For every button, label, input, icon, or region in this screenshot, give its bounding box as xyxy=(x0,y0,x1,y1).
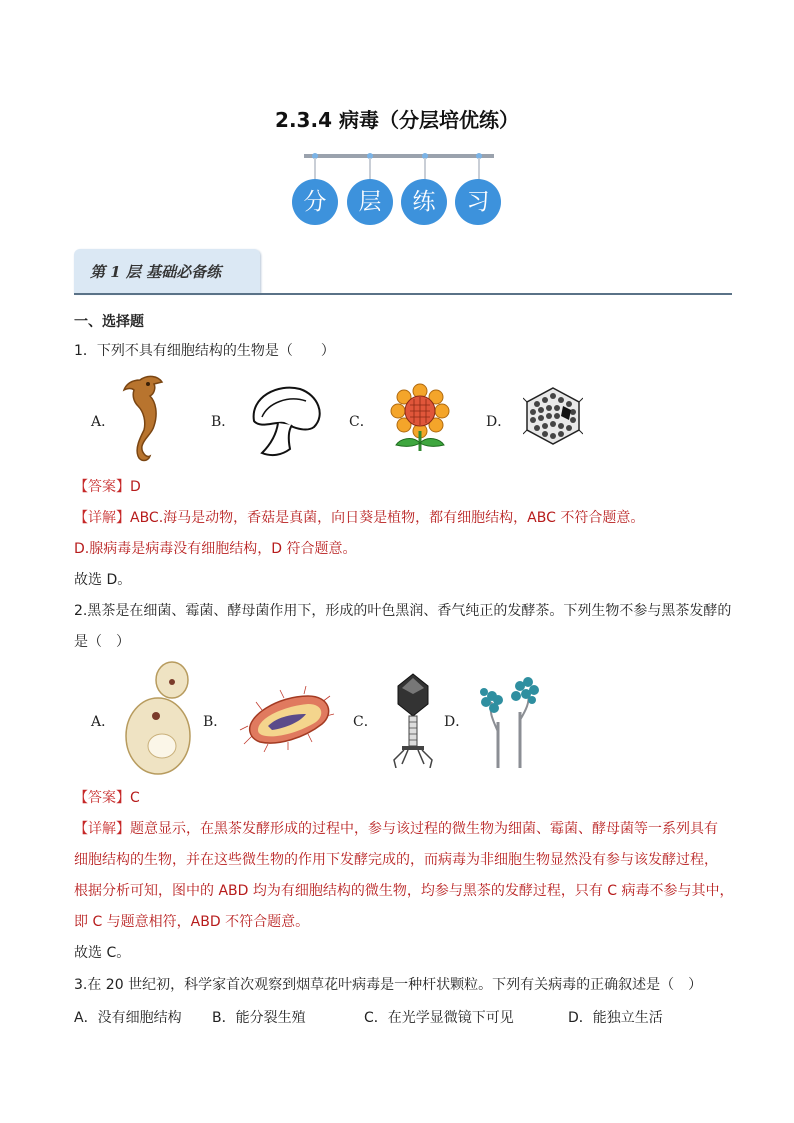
badge-char: 分 xyxy=(292,179,338,225)
mushroom-icon xyxy=(248,381,324,459)
decor-stem xyxy=(369,158,371,180)
mold-icon xyxy=(472,672,546,768)
answer-tag: 【答案】 xyxy=(74,790,130,806)
q1-detail-line: D.腺病毒是病毒没有细胞结构，D 符合题意。 xyxy=(74,541,357,557)
q2-stem-line: 2.黑茶是在细菌、霉菌、酵母菌作用下，形成的叶色黑润、香气纯正的发酵茶。下列生物不参与黑茶发酵的 xyxy=(74,603,732,619)
q1-option-c: C． xyxy=(349,414,374,430)
decor-bar xyxy=(304,154,494,158)
q2-detail-line: 细胞结构的生物，并在这些微生物的作用下发酵完成的，而病毒为非细胞生物显然没有参与该发酵过程， xyxy=(74,852,718,868)
q2-detail-line: 即 C 与题意相符，ABD 不符合题意。 xyxy=(74,914,310,930)
q3-option-c: C．在光学显微镜下可见 xyxy=(364,1010,514,1026)
q2-option-c: C． xyxy=(353,714,378,730)
q3-option-a: A．没有细胞结构 xyxy=(74,1010,182,1026)
badge-char: 练 xyxy=(401,179,447,225)
q3-option-d: D．能独立生活 xyxy=(568,1010,663,1026)
q2-option-d: D． xyxy=(444,714,470,730)
q1-option-b: B． xyxy=(211,414,236,430)
badge-char: 层 xyxy=(347,179,393,225)
sunflower-icon xyxy=(388,383,452,453)
q1-conclusion: 故选 D。 xyxy=(74,572,132,588)
badge-char: 习 xyxy=(455,179,501,225)
q1-detail-line xyxy=(74,508,644,528)
section-tab xyxy=(74,249,260,293)
q2-answer xyxy=(74,788,140,808)
q2-stem-line: 是（ ） xyxy=(74,634,130,650)
answer-value: D xyxy=(130,479,141,495)
bacterium-icon xyxy=(238,686,338,752)
detail-text: ABC.海马是动物，香菇是真菌，向日葵是植物，都有细胞结构，ABC 不符合题意。 xyxy=(130,510,645,526)
q2-detail-line xyxy=(74,819,718,839)
part-heading: 一、选择题 xyxy=(74,314,144,330)
detail-tag: 【详解】 xyxy=(74,510,130,526)
q2-option-a: A． xyxy=(91,714,116,730)
decor-stem xyxy=(478,158,480,180)
seahorse-icon xyxy=(118,372,168,464)
q1-option-a: A． xyxy=(91,414,116,430)
q3-stem: 3.在 20 世纪初，科学家首次观察到烟草花叶病毒是一种杆状颗粒。下列有关病毒的正确叙述是（ ） xyxy=(74,977,703,993)
section-tab-label: 第 1 层 基础必备练 xyxy=(90,263,222,281)
answer-value: C xyxy=(130,790,140,806)
decor-stem xyxy=(424,158,426,180)
q2-detail-line: 根据分析可知，图中的 ABD 均为有细胞结构的微生物，均参与黑茶的发酵过程，只有 C 病毒不参与其中， xyxy=(74,883,734,899)
detail-tag: 【详解】 xyxy=(74,821,130,837)
q1-answer xyxy=(74,477,141,497)
detail-text: 题意显示，在黑茶发酵形成的过程中，参与该过程的微生物为细菌、霉菌、酵母菌等一系列具有 xyxy=(130,821,718,837)
section-divider xyxy=(74,293,732,295)
answer-tag: 【答案】 xyxy=(74,479,130,495)
q2-option-b: B． xyxy=(203,714,228,730)
yeast-icon xyxy=(124,660,194,776)
q2-conclusion: 故选 C。 xyxy=(74,945,131,961)
adenovirus-icon xyxy=(523,386,583,446)
bacteriophage-icon xyxy=(390,672,436,768)
decor-stem xyxy=(314,158,316,180)
q3-option-b: B．能分裂生殖 xyxy=(212,1010,306,1026)
page-title: 2.3.4 病毒（分层培优练） xyxy=(275,108,519,132)
q1-stem: 1．下列不具有细胞结构的生物是（ ） xyxy=(74,343,335,359)
q1-option-d: D． xyxy=(486,414,512,430)
